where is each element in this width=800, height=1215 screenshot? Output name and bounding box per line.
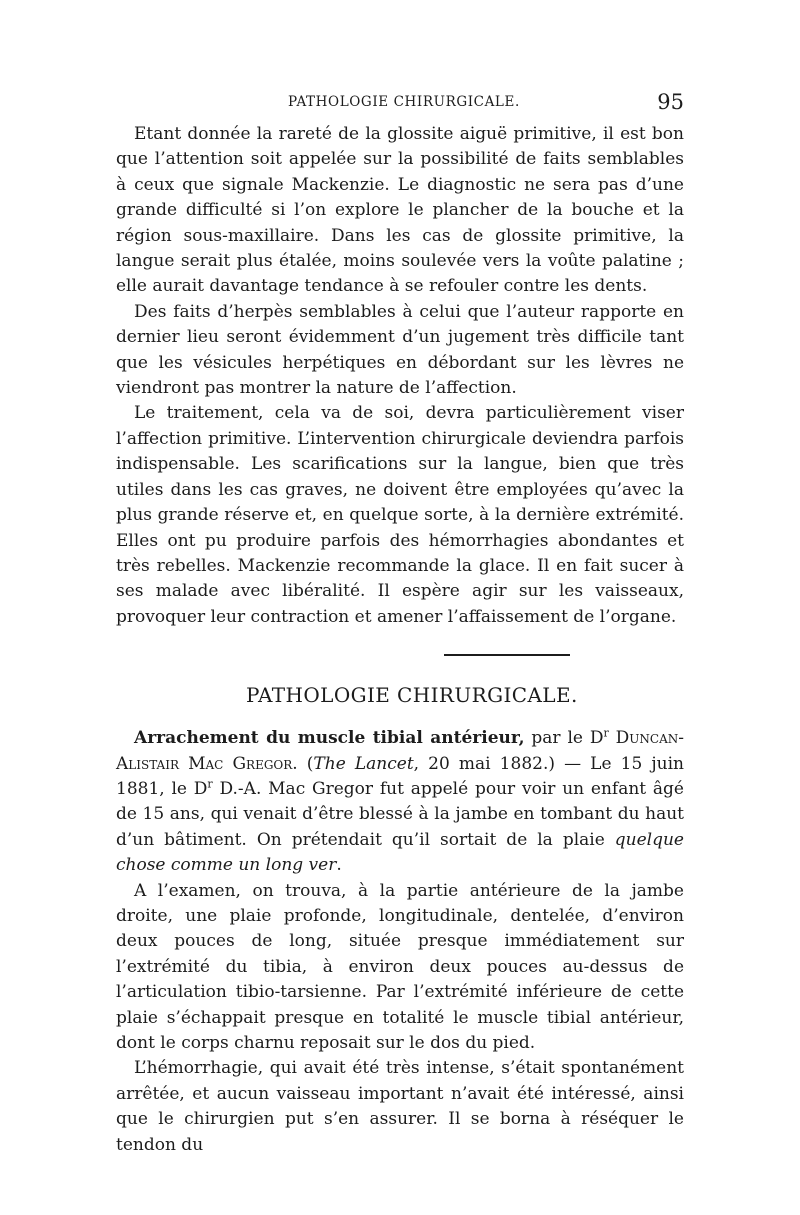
doctor-superscript-2: r bbox=[207, 777, 213, 791]
article-title: Arrachement du muscle tibial antérieur, bbox=[134, 728, 525, 749]
journal-name: The Lancet bbox=[313, 753, 414, 774]
paragraph-herpes: Des faits d’herpès semblables à celui que l’auteur rapporte en dernier lieu seront évidemment d’un jugement très difficile tant que les vésicules herpétiques en débordant sur les lèvres ne viendront pas montrer la nature de l’affection. bbox=[116, 301, 684, 399]
citation-rest: , 20 mai 1882.) — Le 15 juin 1881, le D bbox=[116, 753, 684, 799]
paragraph-examen: A l’examen, on trouva, à la partie antérieure de la jambe droite, une plaie profonde, longitudinale, dentelée, d’environ deux pouces de long, située presque immédiatement sur l’extrémité du tibia, à environ deux pouces au-dessus de l’articulation tibio-tarsienne. Par l’extrémité inférieure de cette plaie s’échappait presque en totalité le muscle tibial antérieur, dont le corps charnu reposait sur le dos du pied. bbox=[116, 880, 684, 1053]
quoted-phrase: quelque chose comme un long ver bbox=[116, 829, 684, 876]
citation-open: ( bbox=[297, 753, 314, 774]
paragraph-glossite: Etant donnée la rareté de la glossite aiguë primitive, il est bon que l’attention soit appelée sur la possibilité de faits semblables à ceux que signale Mackenzie. Le diagnostic ne sera pas d’une grande difficulté si l’on explore le plancher de la bouche et la région sous-maxillaire. Dans les cas de glossite primitive, la langue serait plus étalée, moins soulevée vers la voûte palatine ; elle aurait davantage tendance à se refouler contre les dents. bbox=[116, 124, 684, 297]
article-by: par le D bbox=[524, 728, 604, 749]
page-header bbox=[116, 92, 684, 122]
paragraph-hemorrhagie: L’hémorrhagie, qui avait été très intense, s’était spontanément arrêtée, et aucun vaisseau important n’avait été intéressé, ainsi que le chirurgien put s’en assurer. Il se borna à réséquer le tendon du bbox=[116, 1058, 684, 1155]
doctor-superscript: r bbox=[603, 726, 609, 740]
section-divider bbox=[444, 654, 570, 656]
page-number: 95 bbox=[657, 90, 684, 114]
book-page bbox=[116, 92, 684, 1158]
article-text: D.-A. Mac Gregor fut appelé pour voir un enfant âgé de 15 ans, qui venait d’être blessé à la jambe en tombant du haut d’un bâtiment. On prétendait qu’il sortait de la plaie bbox=[116, 778, 684, 850]
running-title: PATHOLOGIE CHIRURGICALE. bbox=[288, 94, 520, 110]
paragraph-traitement: Le traitement, cela va de soi, devra particulièrement viser l’affection primitive. L’intervention chirurgicale deviendra parfois indispensable. Les scarifications sur la langue, bien que très utiles dans les cas graves, ne doivent être employées qu’avec la plus grande réserve et, en quelque sorte, à la dernière extrémité. Elles ont pu produire parfois des hémorrhagies abondantes et très rebelles. Mackenzie recommande la glace. Il en fait sucer à ses malade avec libéralité. Il espère agir sur les vaisseaux, provoquer leur contraction et amener l’affaissement de l’organe. bbox=[116, 403, 684, 627]
article-author: Duncan-Alistair Mac Gregor. bbox=[116, 728, 685, 774]
paragraph-article-intro bbox=[116, 726, 684, 878]
article-end: . bbox=[336, 855, 342, 876]
section-title: PATHOLOGIE CHIRURGICALE. bbox=[246, 683, 578, 708]
